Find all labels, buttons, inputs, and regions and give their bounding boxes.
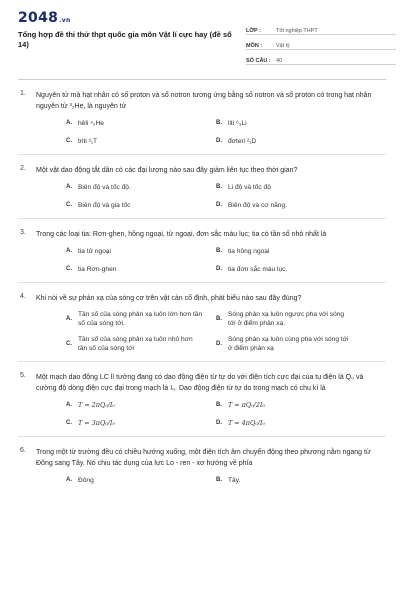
option-b[interactable]: B. tia hồng ngoại — [216, 247, 270, 255]
option-b[interactable]: B. Sóng phản xạ luôn ngược pha với sóng tới ở điểm phản xạ. — [216, 311, 345, 327]
question-text: Khi nói về sự phản xạ của sóng cơ trên vật cản cố định, phát biểu nào sau đây đúng? — [36, 295, 302, 302]
question-3 — [18, 229, 386, 283]
option-b[interactable]: B. T = πQ₀/2I₀ — [216, 400, 265, 409]
answer-options — [66, 310, 386, 353]
option-c[interactable]: C. Biên độ và gia tốc — [66, 201, 131, 209]
option-c[interactable]: C. Tần số của sóng phản xạ luôn nhỏ hơn tần số của sóng tới — [66, 336, 193, 352]
option-d[interactable]: D. Biên độ và cơ năng. — [216, 201, 287, 209]
option-c[interactable]: C. tia Rơn-ghen — [66, 265, 117, 273]
question-5 — [18, 372, 386, 437]
page-header — [18, 10, 386, 66]
question-4 — [18, 293, 386, 362]
option-d[interactable]: D. đơteri ²₁D — [216, 137, 257, 145]
exam-title: Tổng hợp đề thi thử thpt quốc gia môn Vật lí cực hay (đề số 14) — [18, 30, 232, 49]
question-number: 5. — [20, 372, 26, 379]
question-1 — [18, 90, 386, 155]
question-number: 3. — [20, 229, 26, 236]
option-b[interactable]: B. Tây. — [216, 476, 241, 484]
answer-options — [66, 246, 386, 274]
question-divider — [18, 282, 386, 283]
question-number: 6. — [20, 447, 26, 454]
header-divider — [18, 79, 386, 80]
meta-subject: MÔN : Vật lý — [246, 35, 396, 50]
site-logo[interactable]: 2048.vn — [18, 10, 71, 26]
question-divider — [18, 154, 386, 155]
meta-class: LỚP : Tốt nghiệp THPT — [246, 20, 396, 35]
question-number: 4. — [20, 293, 26, 300]
question-number: 2. — [20, 165, 26, 172]
question-text: Một vật dao động tắt dần có các đại lượng nào sau đây giảm liên tục theo thời gian? — [36, 167, 298, 174]
question-divider — [18, 436, 386, 437]
answer-options — [66, 118, 386, 146]
option-a[interactable]: A. Tần số của sóng phản xạ luôn lớn hơn tần số của sóng tới. — [66, 311, 203, 327]
option-d[interactable]: D. tia đơn sắc màu lục. — [216, 265, 288, 273]
answer-options — [66, 475, 386, 485]
question-text: Trong các loại tia: Rơn-ghen, hồng ngoại, tử ngoại, đơn sắc màu lục; tia có tần số nhỏ nhất là — [36, 231, 327, 238]
option-c[interactable]: C. T = 3πQ₀/I₀ — [66, 418, 115, 427]
question-6 — [18, 447, 386, 485]
question-text: Trong một từ trường đều có chiều hướng xuống, một điện tích âm chuyển động theo phương nằm ngang từ Đông sang Tây. Nó chịu tác dụng của lực Lo - ren - xơ hướng về phía — [36, 449, 371, 467]
option-a[interactable]: A. Đông — [66, 476, 94, 484]
exam-meta — [246, 20, 396, 65]
question-2 — [18, 165, 386, 219]
question-divider — [18, 361, 386, 362]
answer-options — [66, 400, 386, 428]
question-number: 1. — [20, 90, 26, 97]
answer-options — [66, 182, 386, 210]
question-text: Nguyên tử mà hạt nhân có số proton và số notron tương ứng bằng số notron và số proton có trong hạt nhân nguyên tử ³₂He, là nguyên tử — [36, 92, 372, 110]
option-a[interactable]: A. Biên độ và tốc độ. — [66, 183, 131, 191]
option-a[interactable]: A. tia tử ngoại — [66, 247, 112, 255]
option-d[interactable]: D. Sóng phản xạ luôn cùng pha với sóng tới ở điểm phản xạ — [216, 336, 349, 352]
option-a[interactable]: A. hêli ⁴₂He — [66, 119, 104, 127]
option-d[interactable]: D. T = 4πQ₀/I₀ — [216, 418, 265, 427]
option-c[interactable]: C. triti ³₁T — [66, 137, 98, 145]
meta-question-count: SỐ CÂU : 40 — [246, 50, 396, 65]
question-text: Một mạch dao động LC lí tưởng đang có dao động điện từ tự do với điện tích cực đại của tụ điện là Q₀ và cường độ dòng điện cực đại trong mạch là I₀. Dao động điện từ tự do trong mạch có chu kì là — [36, 374, 364, 392]
option-b[interactable]: B. liti ⁶₃Li — [216, 119, 247, 127]
question-divider — [18, 218, 386, 219]
option-a[interactable]: A. T = 2πQ₀/I₀ — [66, 400, 115, 409]
option-b[interactable]: B. Li độ và tốc độ — [216, 183, 271, 191]
